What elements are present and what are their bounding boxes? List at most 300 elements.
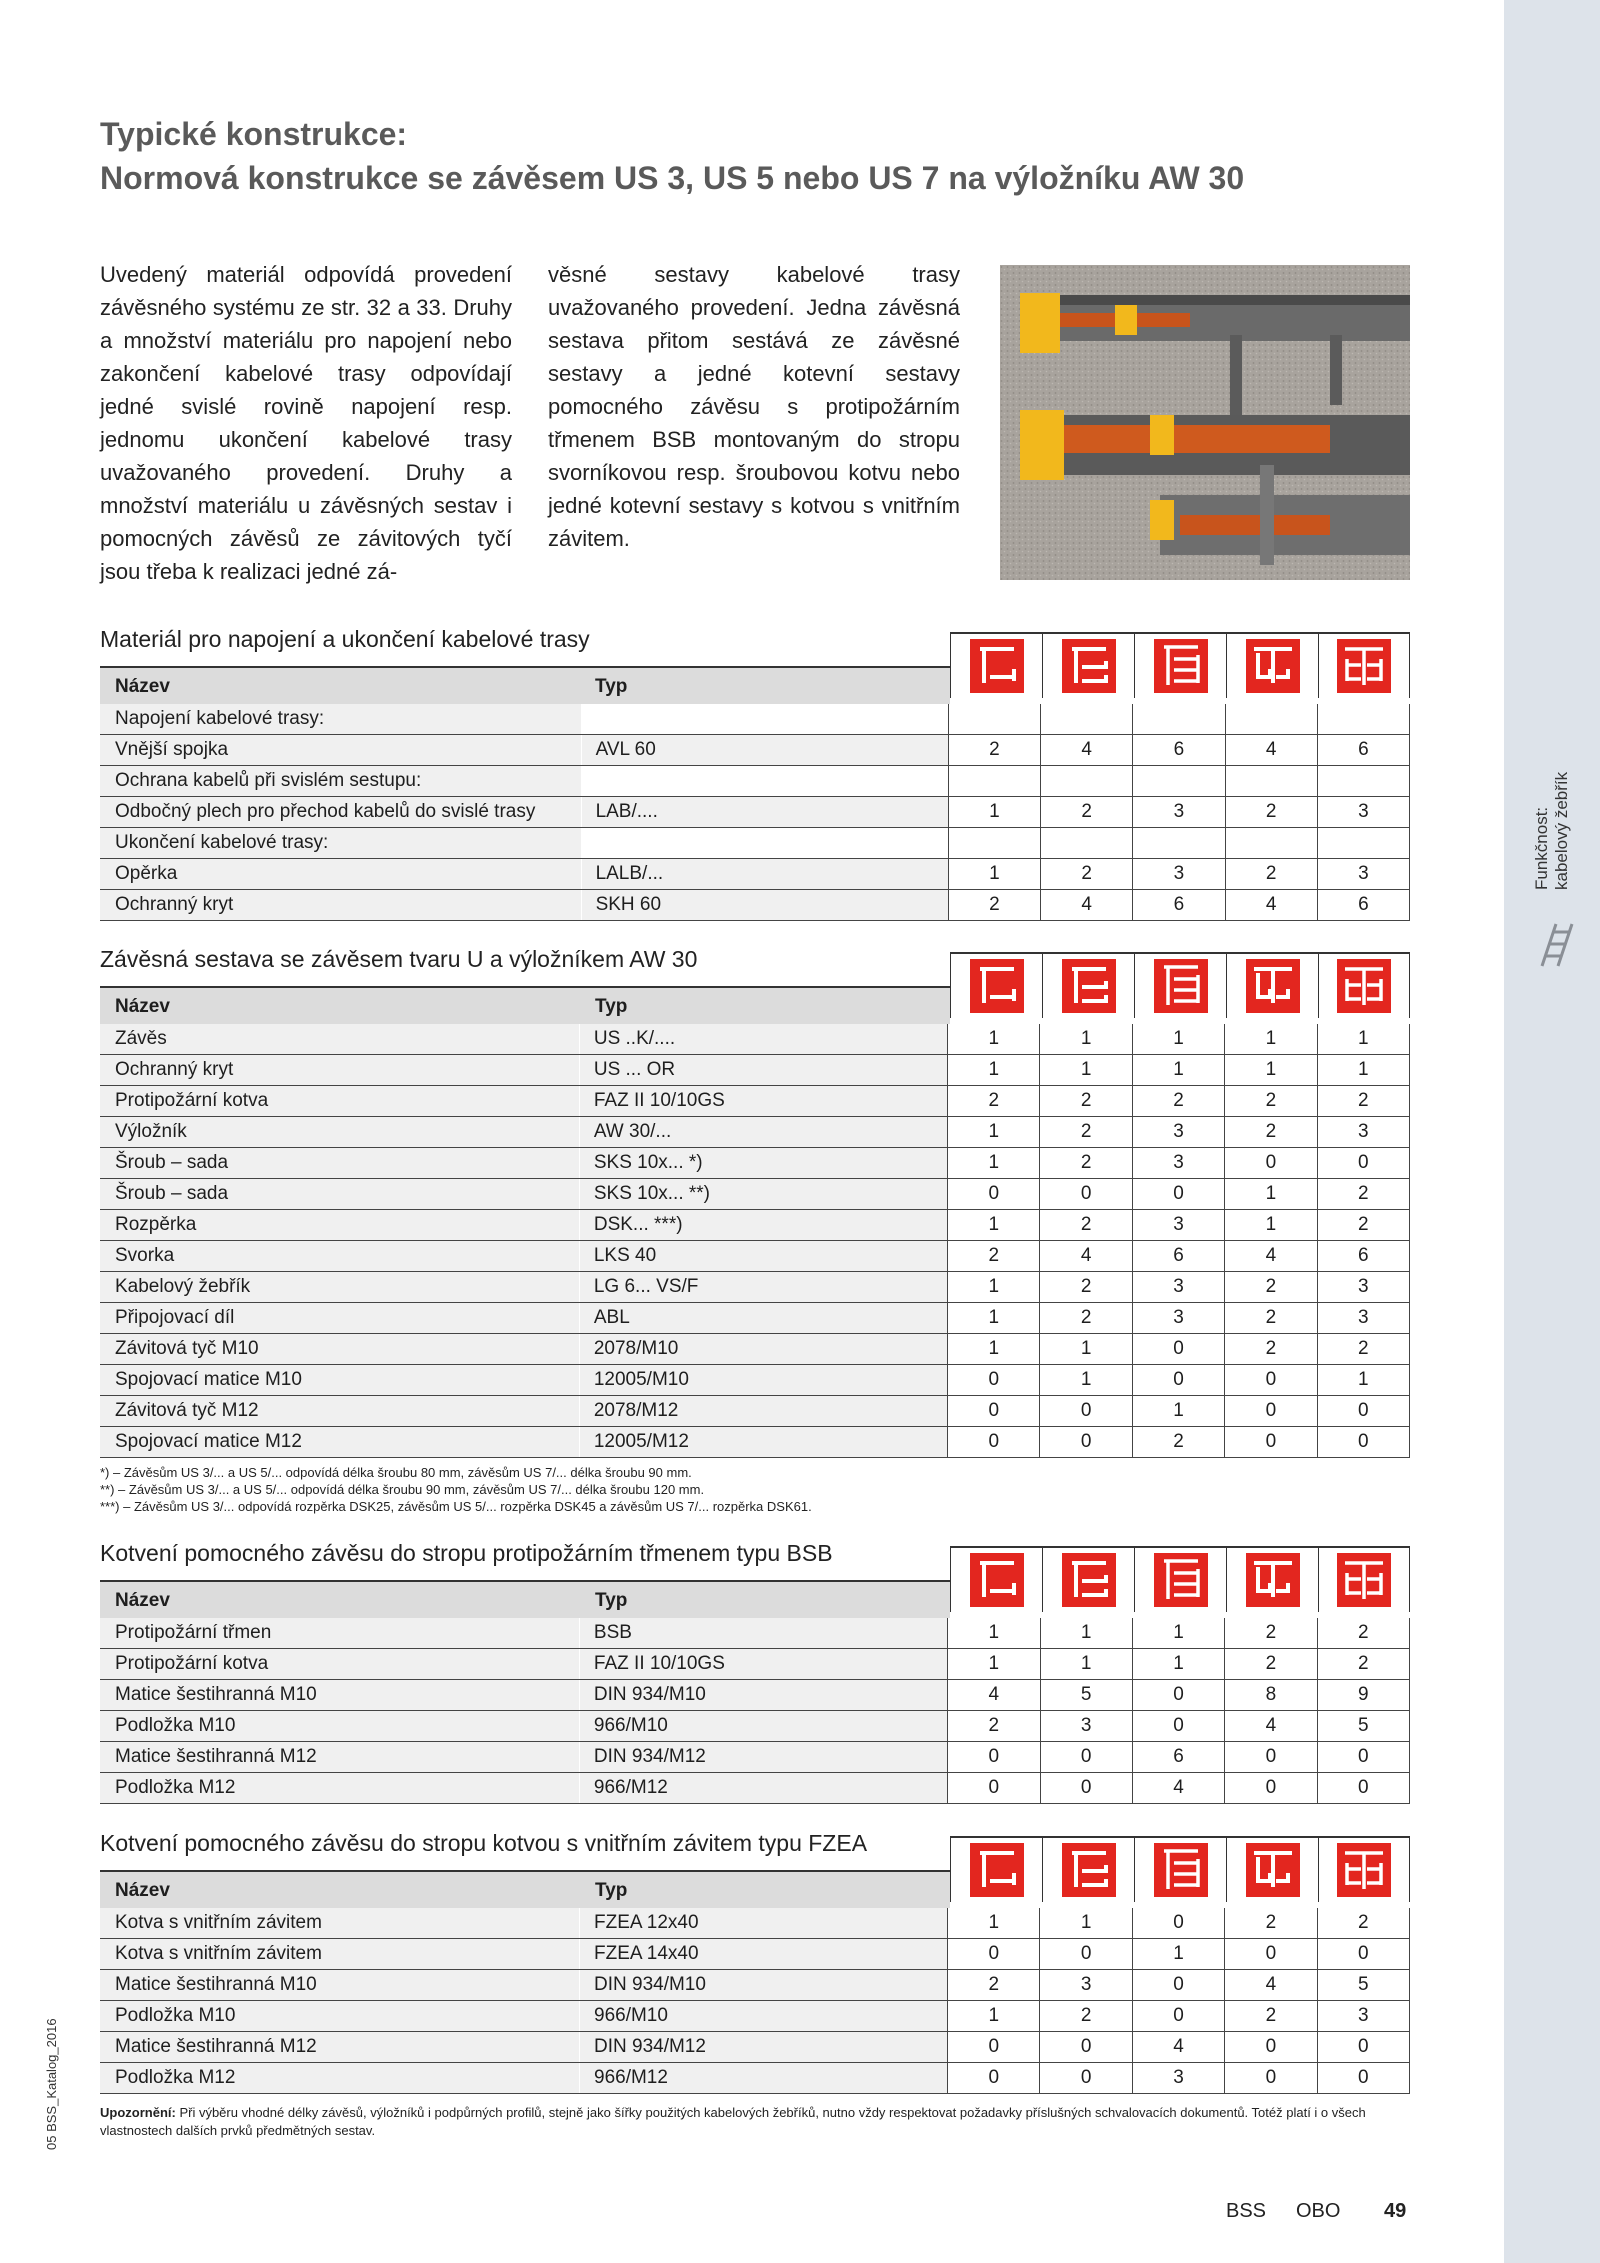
cell-quantity: 1 [1317, 1365, 1409, 1396]
cell-name: Podložka M10 [100, 1711, 579, 1742]
icon-cell [1042, 1836, 1134, 1902]
cell-name: Vnější spojka [100, 735, 581, 766]
tray-level-3-icon [1154, 1843, 1208, 1897]
icon-cell [1226, 1836, 1318, 1902]
cell-name: Podložka M10 [100, 2001, 580, 2032]
table-row [100, 766, 1410, 797]
cell-quantity: 2 [1317, 1908, 1409, 1939]
header-type: Typ [595, 1880, 628, 1901]
cell-name: Spojovací matice M12 [100, 1427, 579, 1458]
tray-double-2-icon [1246, 1553, 1300, 1607]
table-row [100, 1241, 1410, 1272]
cell-type [581, 704, 948, 735]
table-row [100, 1970, 1410, 2001]
material-table [100, 1024, 1410, 1458]
cell-quantity: 2 [948, 1711, 1040, 1742]
cell-name: Kotva s vnitřním závitem [100, 1908, 580, 1939]
cell-quantity: 0 [1317, 2063, 1409, 2094]
cell-quantity: 1 [1040, 1908, 1132, 1939]
cell-quantity: 2 [1040, 1210, 1132, 1241]
cell-quantity: 1 [1040, 1055, 1132, 1086]
cell-name: Připojovací díl [100, 1303, 579, 1334]
cell-type: DIN 934/M10 [579, 1680, 947, 1711]
cell-quantity: 1 [1317, 1024, 1409, 1055]
cell-quantity: 2 [1317, 1086, 1409, 1117]
cable-tray-photo [1000, 265, 1410, 580]
cell-quantity: 2 [1225, 797, 1317, 828]
cell-quantity: 1 [1317, 1055, 1409, 1086]
cell-quantity: 1 [1040, 1365, 1132, 1396]
section-title: Kotvení pomocného závěsu do stropu protipožárním třmenem typu BSB [100, 1540, 833, 1566]
catalog-label: 05 BSS_Katalog_2016 [44, 2018, 59, 2150]
table-row [100, 1272, 1410, 1303]
cell-quantity [948, 766, 1040, 797]
cell-quantity: 5 [1317, 1711, 1409, 1742]
cell-quantity [1225, 704, 1317, 735]
cell-quantity: 1 [1225, 1055, 1317, 1086]
footnote: ***) – Závěsům US 3/... odpovídá rozpěrka DSK25, závěsům US 5/... rozpěrka DSK45 a závěsům US 7/... rozpěrka DSK61. [100, 1499, 812, 1514]
cell-type: FAZ II 10/10GS [579, 1649, 947, 1680]
cell-quantity: 4 [1041, 735, 1133, 766]
cell-quantity: 4 [1225, 735, 1317, 766]
cell-quantity: 1 [1132, 1396, 1224, 1427]
cell-quantity [1041, 828, 1133, 859]
header-type: Typ [595, 996, 628, 1017]
cell-type [581, 766, 948, 797]
cell-name: Protipožární kotva [100, 1649, 579, 1680]
cell-quantity: 2 [1317, 1649, 1409, 1680]
cell-quantity: 6 [1317, 890, 1409, 921]
cell-name: Matice šestihranná M10 [100, 1970, 580, 2001]
table-row [100, 1680, 1410, 1711]
cell-quantity: 3 [1133, 859, 1225, 890]
cell-quantity [1317, 704, 1409, 735]
icon-cell [1134, 1546, 1226, 1612]
cell-name: Napojení kabelové trasy: [100, 704, 581, 735]
warning-text: Při výběru vhodné délky závěsů, výložníků i podpůrných profilů, stejně jako šířky použitých kabelových žebříků, nutno vždy respektovat požadavky příslušných schvalovacích dokumentů. Totéž platí i o všech vlastnostech dalších prvků předmětných sestav. [100, 2105, 1366, 2138]
cell-quantity: 6 [1317, 1241, 1409, 1272]
cell-type: US ... OR [579, 1055, 947, 1086]
cell-quantity: 6 [1133, 890, 1225, 921]
table-row [100, 2032, 1410, 2063]
cell-quantity: 1 [1132, 1024, 1224, 1055]
table-row [100, 1365, 1410, 1396]
cell-name: Ochranný kryt [100, 890, 581, 921]
cell-name: Ochrana kabelů při svislém sestupu: [100, 766, 581, 797]
cell-type: FAZ II 10/10GS [579, 1086, 947, 1117]
table-row [100, 1148, 1410, 1179]
cell-quantity: 2 [948, 1086, 1040, 1117]
header-type: Typ [595, 676, 628, 697]
cell-quantity: 5 [1040, 1680, 1132, 1711]
cell-name: Matice šestihranná M10 [100, 1680, 579, 1711]
cell-quantity: 1 [1132, 1649, 1224, 1680]
icon-cell [1042, 952, 1134, 1018]
tray-level-2-icon [1062, 1843, 1116, 1897]
tray-double-2-icon [1246, 639, 1300, 693]
header-name: Název [115, 1590, 170, 1611]
cell-type: DIN 934/M12 [579, 1742, 947, 1773]
cell-quantity: 2 [1225, 1908, 1317, 1939]
cell-quantity: 0 [948, 1396, 1040, 1427]
cell-quantity [1133, 766, 1225, 797]
cell-quantity: 1 [948, 1618, 1040, 1649]
tray-level-1-icon [970, 1843, 1024, 1897]
header-name: Název [115, 1880, 170, 1901]
cell-quantity: 1 [948, 1272, 1040, 1303]
cell-quantity: 2 [1041, 859, 1133, 890]
cell-quantity: 0 [948, 1939, 1040, 1970]
cell-quantity: 3 [1132, 2063, 1224, 2094]
cell-quantity: 0 [1040, 1939, 1132, 1970]
tray-level-3-icon [1154, 639, 1208, 693]
cell-quantity: 6 [1317, 735, 1409, 766]
cell-type: LKS 40 [579, 1241, 947, 1272]
cell-type: AVL 60 [581, 735, 948, 766]
cell-quantity [1225, 766, 1317, 797]
cell-quantity: 3 [1317, 797, 1409, 828]
icon-cell [950, 1836, 1042, 1902]
icon-cell [1226, 1546, 1318, 1612]
tray-double-3-icon [1337, 1843, 1391, 1897]
cell-name: Ukončení kabelové trasy: [100, 828, 581, 859]
cell-type: 2078/M10 [579, 1334, 947, 1365]
icon-cell [1042, 1546, 1134, 1612]
cell-name: Odbočný plech pro přechod kabelů do svislé trasy [100, 797, 581, 828]
cell-quantity: 0 [1132, 1365, 1224, 1396]
icon-cell [950, 952, 1042, 1018]
header-name: Název [115, 676, 170, 697]
icon-cell [1318, 632, 1410, 698]
cell-quantity [1317, 828, 1409, 859]
icon-cell [1318, 952, 1410, 1018]
material-table [100, 704, 1410, 921]
side-band [1504, 0, 1600, 2263]
cell-type: US ..K/.... [579, 1024, 947, 1055]
table-row [100, 1908, 1410, 1939]
cell-type: SKS 10x... *) [579, 1148, 947, 1179]
table-row [100, 828, 1410, 859]
cell-type: FZEA 12x40 [580, 1908, 948, 1939]
cell-quantity: 1 [1225, 1024, 1317, 1055]
cell-quantity: 0 [1132, 1970, 1224, 2001]
configuration-icons [950, 952, 1410, 1018]
warning-note [100, 2104, 1430, 2140]
cell-type: 966/M12 [580, 2063, 948, 2094]
table-row [100, 1773, 1410, 1804]
cell-name: Závitová tyč M12 [100, 1396, 579, 1427]
icon-cell [1226, 952, 1318, 1018]
section-title: Závěsná sestava se závěsem tvaru U a výložníkem AW 30 [100, 946, 698, 972]
table-row [100, 859, 1410, 890]
cell-quantity: 2 [948, 1970, 1040, 2001]
cell-quantity [1133, 704, 1225, 735]
cell-quantity: 1 [948, 1649, 1040, 1680]
icon-cell [1134, 632, 1226, 698]
cell-quantity: 0 [1132, 1711, 1224, 1742]
cell-type: LAB/.... [581, 797, 948, 828]
icon-cell [950, 1546, 1042, 1612]
cell-quantity: 2 [1041, 797, 1133, 828]
cell-quantity: 3 [1132, 1148, 1224, 1179]
cell-quantity: 2 [1225, 2001, 1317, 2032]
cell-name: Ochranný kryt [100, 1055, 579, 1086]
cell-quantity: 2 [1225, 1117, 1317, 1148]
table-header [100, 1582, 950, 1618]
intro-column-1: Uvedený materiál odpovídá provedení závěsného systému ze str. 32 a 33. Druhy a množství materiálu pro napojení nebo zakončení kabelové trasy odpovídají jedné svislé rovině napojení resp. jednomu ukončení kabelové trasy uvažovaného provedení. Druhy a množství materiálu u závěsných sestav i pomocných závěsů ze závitových tyčí jsou třeba k realizaci jedné zá- [100, 262, 512, 584]
cell-type: 12005/M12 [579, 1427, 947, 1458]
footnotes [100, 1464, 812, 1515]
cell-quantity [1041, 766, 1133, 797]
cell-type: 2078/M12 [579, 1396, 947, 1427]
table-row [100, 1939, 1410, 1970]
cell-quantity: 3 [1132, 1303, 1224, 1334]
cell-quantity: 0 [948, 1365, 1040, 1396]
cell-quantity: 4 [1132, 1773, 1224, 1804]
section-title: Kotvení pomocného závěsu do stropu kotvou s vnitřním závitem typu FZEA [100, 1830, 868, 1856]
table-header [100, 1872, 950, 1908]
cell-name: Kotva s vnitřním závitem [100, 1939, 580, 1970]
cell-quantity: 0 [1040, 1179, 1132, 1210]
table-row [100, 1427, 1410, 1458]
cell-type: DIN 934/M10 [580, 1970, 948, 2001]
cell-quantity: 0 [1317, 2032, 1409, 2063]
cell-type [581, 828, 948, 859]
cell-quantity: 2 [1225, 1272, 1317, 1303]
footer-bss: BSS [1226, 2200, 1267, 2222]
cell-type: SKS 10x... **) [579, 1179, 947, 1210]
cell-quantity [948, 828, 1040, 859]
cell-quantity: 1 [948, 1055, 1040, 1086]
cell-quantity [948, 704, 1040, 735]
table-row [100, 1024, 1410, 1055]
table-header [100, 988, 950, 1024]
cell-quantity: 0 [1132, 2001, 1224, 2032]
cell-quantity: 2 [1225, 1334, 1317, 1365]
cell-quantity: 4 [1225, 1241, 1317, 1272]
cell-name: Šroub – sada [100, 1148, 579, 1179]
cell-quantity: 2 [1225, 1649, 1317, 1680]
cell-quantity: 2 [1132, 1086, 1224, 1117]
table-row [100, 890, 1410, 921]
cell-quantity: 3 [1133, 797, 1225, 828]
cable-ladder-icon [1536, 920, 1580, 968]
cell-quantity: 1 [948, 859, 1040, 890]
table-row [100, 1649, 1410, 1680]
tray-double-2-icon [1246, 1843, 1300, 1897]
cell-quantity: 2 [1040, 1272, 1132, 1303]
cell-quantity: 1 [1132, 1055, 1224, 1086]
cell-type: 12005/M10 [579, 1365, 947, 1396]
cell-quantity: 2 [1317, 1618, 1409, 1649]
tray-level-3-icon [1154, 959, 1208, 1013]
cell-name: Matice šestihranná M12 [100, 2032, 580, 2063]
cell-quantity: 0 [948, 1742, 1040, 1773]
cell-quantity: 1 [1225, 1210, 1317, 1241]
cell-quantity: 0 [948, 1773, 1040, 1804]
cell-name: Šroub – sada [100, 1179, 579, 1210]
cell-quantity [1225, 828, 1317, 859]
cell-quantity: 2 [948, 1241, 1040, 1272]
cell-type: 966/M10 [579, 1711, 947, 1742]
cell-quantity: 0 [1040, 2063, 1132, 2094]
cell-quantity: 1 [1040, 1618, 1132, 1649]
tray-level-2-icon [1062, 1553, 1116, 1607]
cell-quantity: 0 [1317, 1742, 1409, 1773]
cell-quantity: 4 [948, 1680, 1040, 1711]
tray-double-3-icon [1337, 1553, 1391, 1607]
cell-quantity: 1 [948, 1210, 1040, 1241]
cell-quantity: 2 [1040, 1303, 1132, 1334]
cell-quantity: 3 [1317, 1272, 1409, 1303]
cell-name: Protipožární třmen [100, 1618, 579, 1649]
cell-quantity: 3 [1040, 1711, 1132, 1742]
side-label-line2: kabelový žebřík [1552, 771, 1571, 890]
cell-name: Závěs [100, 1024, 579, 1055]
tray-double-2-icon [1246, 959, 1300, 1013]
footer-obo: OBO [1296, 2200, 1341, 2222]
table-row [100, 1711, 1410, 1742]
cell-quantity: 5 [1317, 1970, 1409, 2001]
cell-quantity: 0 [1225, 1148, 1317, 1179]
cell-quantity: 0 [1225, 1396, 1317, 1427]
cell-quantity: 9 [1317, 1680, 1409, 1711]
warning-label: Upozornění: [100, 2105, 176, 2120]
cell-name: Opěrka [100, 859, 581, 890]
cell-type: 966/M10 [580, 2001, 948, 2032]
cell-name: Spojovací matice M10 [100, 1365, 579, 1396]
cell-quantity: 1 [1040, 1024, 1132, 1055]
cell-quantity: 0 [1132, 1680, 1224, 1711]
footnote: **) – Závěsům US 3/... a US 5/... odpovídá délka šroubu 90 mm, závěsům US 7/... délka šroubu 120 mm. [100, 1482, 705, 1497]
cell-type: 966/M12 [579, 1773, 947, 1804]
cell-quantity: 1 [1132, 1618, 1224, 1649]
cell-type: LALB/... [581, 859, 948, 890]
table-row [100, 1086, 1410, 1117]
table-row [100, 1334, 1410, 1365]
cell-quantity: 1 [1225, 1179, 1317, 1210]
material-table [100, 1908, 1410, 2094]
cell-quantity: 0 [1040, 1742, 1132, 1773]
cell-quantity: 2 [1040, 2001, 1132, 2032]
cell-quantity: 1 [948, 1117, 1040, 1148]
cell-type: LG 6... VS/F [579, 1272, 947, 1303]
table-row [100, 1117, 1410, 1148]
cell-quantity: 0 [1132, 1179, 1224, 1210]
cell-quantity: 8 [1225, 1680, 1317, 1711]
table-header [100, 668, 950, 704]
cell-quantity: 0 [1040, 1773, 1132, 1804]
cell-quantity: 0 [1225, 1939, 1317, 1970]
cell-quantity: 0 [1225, 1773, 1317, 1804]
icon-cell [1042, 632, 1134, 698]
cell-quantity: 0 [948, 1427, 1040, 1458]
table-row [100, 1179, 1410, 1210]
cell-quantity: 1 [1040, 1334, 1132, 1365]
title-line-2: Normová konstrukce se závěsem US 3, US 5 nebo US 7 na výložníku AW 30 [100, 160, 1245, 196]
table-row [100, 1303, 1410, 1334]
cell-quantity: 4 [1225, 1711, 1317, 1742]
table-row [100, 735, 1410, 766]
cell-quantity: 0 [1132, 1908, 1224, 1939]
cell-quantity: 1 [948, 797, 1040, 828]
table-row [100, 1210, 1410, 1241]
tray-level-1-icon [970, 1553, 1024, 1607]
material-table [100, 1618, 1410, 1804]
cell-quantity: 2 [1040, 1086, 1132, 1117]
cell-quantity: 1 [1132, 1939, 1224, 1970]
configuration-icons [950, 1546, 1410, 1612]
tray-level-2-icon [1062, 959, 1116, 1013]
cell-quantity: 0 [1225, 1742, 1317, 1773]
cell-quantity: 2 [1225, 859, 1317, 890]
table-row [100, 797, 1410, 828]
icon-cell [1318, 1836, 1410, 1902]
cell-quantity: 1 [948, 2001, 1040, 2032]
tray-level-2-icon [1062, 639, 1116, 693]
cell-quantity: 0 [1225, 2063, 1317, 2094]
cell-name: Matice šestihranná M12 [100, 1742, 579, 1773]
cell-quantity: 3 [1132, 1210, 1224, 1241]
configuration-icons [950, 1836, 1410, 1902]
cell-quantity: 3 [1317, 2001, 1409, 2032]
side-label-line1: Funkčnost: [1532, 806, 1551, 890]
cell-quantity: 3 [1317, 859, 1409, 890]
cell-quantity: 4 [1041, 890, 1133, 921]
cell-quantity: 0 [1225, 1365, 1317, 1396]
icon-cell [1318, 1546, 1410, 1612]
cell-quantity: 6 [1132, 1742, 1224, 1773]
cell-name: Svorka [100, 1241, 579, 1272]
table-row [100, 1396, 1410, 1427]
cell-quantity: 4 [1225, 1970, 1317, 2001]
cell-quantity: 1 [948, 1148, 1040, 1179]
cell-type: BSB [579, 1618, 947, 1649]
header-name: Název [115, 996, 170, 1017]
cell-quantity: 2 [1225, 1618, 1317, 1649]
cell-quantity: 2 [1225, 1086, 1317, 1117]
table-row [100, 1742, 1410, 1773]
cell-quantity: 2 [948, 890, 1040, 921]
cell-name: Rozpěrka [100, 1210, 579, 1241]
tray-double-3-icon [1337, 959, 1391, 1013]
cell-quantity: 2 [1040, 1117, 1132, 1148]
cell-type: FZEA 14x40 [580, 1939, 948, 1970]
cell-quantity: 0 [1317, 1939, 1409, 1970]
icon-cell [1134, 952, 1226, 1018]
cell-quantity: 0 [1040, 1427, 1132, 1458]
icon-cell [1226, 632, 1318, 698]
section-title: Materiál pro napojení a ukončení kabelové trasy [100, 626, 590, 652]
cell-quantity: 0 [948, 2063, 1040, 2094]
cell-quantity: 1 [948, 1908, 1040, 1939]
cell-name: Podložka M12 [100, 1773, 579, 1804]
tray-level-3-icon [1154, 1553, 1208, 1607]
cell-quantity: 4 [1132, 2032, 1224, 2063]
table-row [100, 1055, 1410, 1086]
cell-quantity: 0 [1317, 1773, 1409, 1804]
page-number: 49 [1384, 2200, 1407, 2222]
cell-name: Výložník [100, 1117, 579, 1148]
cell-quantity: 2 [1317, 1210, 1409, 1241]
cell-quantity: 6 [1133, 735, 1225, 766]
table-row [100, 1618, 1410, 1649]
table-row [100, 2063, 1410, 2094]
cell-quantity: 0 [1317, 1427, 1409, 1458]
intro-column-2: věsné sestavy kabelové trasy uvažovaného provedení. Jedna závěsná sestava přitom sestává ze závěsné sestavy a jedné kotevní sestavy pomocného závěsu s protipožárním třmenem BSB montovaným do stropu svorníkovou resp. šroubovou kotvu nebo jedné kotevní sestavy s kotvou s vnitřním závitem. [548, 262, 960, 551]
cell-quantity: 3 [1317, 1117, 1409, 1148]
cell-quantity: 0 [1132, 1334, 1224, 1365]
